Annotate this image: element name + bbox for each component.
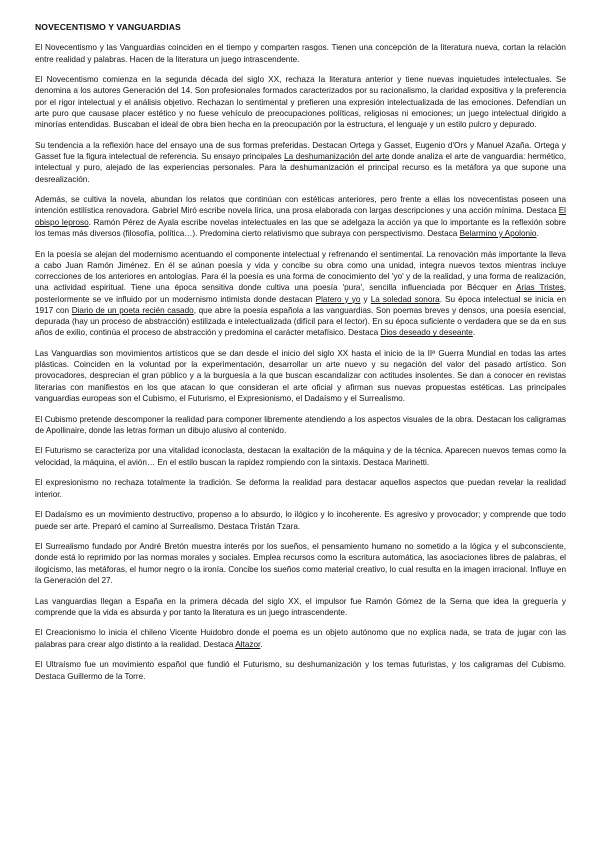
- paragraph-text: . Su época intelectual se inicia en 1917 con: [35, 294, 567, 315]
- paragraph-text: .: [472, 328, 476, 338]
- paragraph-text: El Novecentismo y las Vanguardias coinciden en el tiempo y comparten rasgos. Tienen una concepción de la literatura nueva, cortan la relación entre realidad y palabras. Hacen de la literatura un juego intrascendente.: [35, 43, 566, 64]
- paragraph: [35, 42, 566, 65]
- paragraph: [35, 445, 566, 468]
- underlined-work-title: Arias Tristes: [516, 283, 564, 293]
- paragraph-text: , que abre la poesía española a las vanguardias. Son poemas breves y densos, una poesía esencial, depurada (hay un proceso de abstracción) estilizada e intelectualizada (difícil para el lector). En su época suficiente o verdadera que se da en sus años de exilio, continúa el proceso de abstracción y predomina el carácter metafísico. Destaca: [35, 305, 566, 338]
- paragraph: [35, 249, 566, 339]
- paragraph-text: El Ultraísmo fue un movimiento español que fundió el Futurismo, su deshumanización y los temas futuristas, y los caligramas del Cubismo. Destaca Guillermo de la Torre.: [35, 660, 566, 681]
- paragraph-text: El Creacionismo lo inicia el chileno Vicente Huidobro donde el poema es un objeto autónomo que no explica nada, se trata de jugar con las palabras para crear algo distinto a la realidad. Destaca: [35, 628, 566, 649]
- paragraph-text: El Surrealismo fundado por André Bretón muestra interés por los sueños, el pensamiento humano no sometido a la lógica y el subconsciente, donde está lo reprimido por las normas morales y sociales. Emplea recursos como la escritura automática, las asociaciones libres de palabras, el ilogicismo, las metáforas, el humor negro o la ironía. Concibe los sueños como material creativo, lo cual resulta en la imagen irracional. Influye en la Generación del 27.: [35, 542, 566, 585]
- paragraph-text: y: [360, 294, 371, 304]
- underlined-work-title: La deshumanización del arte: [284, 152, 390, 162]
- paragraph-text: .: [260, 639, 263, 649]
- underlined-work-title: Dios deseado y deseante: [380, 328, 473, 338]
- paragraph: [35, 414, 566, 437]
- paragraph: [35, 509, 566, 532]
- paragraph-text: Su tendencia a la reflexión hace del ensayo una de sus formas preferidas. Destacan Ortega y Gasset, Eugenio d'Ors y Manuel Azaña. Ortega y Gasset fue la figura intelectual de referencia. Su ensayo principales: [35, 140, 566, 162]
- underlined-work-title: Altazor: [235, 639, 261, 649]
- underlined-work-title: El obispo leproso: [35, 206, 566, 227]
- paragraph-text: Las vanguardias llegan a España en la primera década del siglo XX, el impulsor fue Ramón Gómez de la Serna que idea la greguería y comprende que la vida es absurda y por tanto la literatura es un juego intrascendente.: [35, 596, 566, 617]
- paragraph-text: El Dadaísmo es un movimiento destructivo, propenso a lo absurdo, lo ilógico y lo incoherente. Es agresivo y provocador; y comprende que todo puede ser arte. Preparó el camino al Surrealismo. Destaca Tristán Tzara.: [35, 510, 566, 531]
- paragraph: [35, 74, 566, 130]
- document-title: NOVECENTISMO Y VANGUARDIAS: [35, 22, 181, 32]
- paragraph-text: Además, se cultiva la novela, abundan los relatos que continúan con estéticas anteriores, pero frente a ellas los novecentistas poseen una intención estilística renovadora. Gabriel Miró escribe novela lírica, una prosa elaborada con largas descripciones y una acción mínima. Destaca: [35, 195, 566, 216]
- underlined-work-title: Belarmino y Apolonio: [459, 228, 537, 238]
- paragraph: [35, 477, 566, 500]
- document-page: [35, 22, 566, 691]
- paragraph-text: El Futurismo se caracteriza por una vitalidad iconoclasta, destacan la exaltación de la máquina y de la técnica. Aparecen nuevos temas como la velocidad, la máquina, el avión… En el estilo buscan la rapidez rompiendo con la sintaxis. Destaca Marinetti.: [35, 446, 566, 467]
- paragraph: [35, 348, 566, 404]
- paragraph-text: , posteriormente se ve influido por un modernismo intimista donde destacan: [35, 283, 566, 304]
- paragraph-text: El expresionismo no rechaza totalmente la tradición. Se deforma la realidad para destacar aquellos aspectos que puedan revelar la realidad interior.: [35, 478, 566, 499]
- paragraph-text: .: [536, 228, 539, 238]
- paragraph-text: . Ramón Pérez de Ayala escribe novelas intelectuales en las que se adelgaza la acción ya que lo importante es la reflexión sobre los temas más diversos (filosofía, política…). Predomina cierto relativismo que subraya con perspectivismo. Destaca: [35, 217, 566, 238]
- paragraph: [35, 541, 566, 586]
- paragraph: [35, 627, 566, 650]
- paragraph-text: Las Vanguardias son movimientos artísticos que se dan desde el inicio del siglo XX hasta el inicio de la IIª Guerra Mundial en todas las artes plásticas. Coinciden en la voluntad por la experimentación, desarrollar un arte nuevo y su negación del valor del pasado artístico. Son provocadores, desprecian el gran público y a la burguesía a la que buscan escandalizar con actitudes insolentes. Se dan a conocer en revistas literarias con manifiestos en los que atacan lo que consideran el arte oficial y afirman sus nuevas propuestas estéticas. Las principales vanguardias europeas son el Cubismo, el Futurismo, el Expresionismo, el Dadaísmo y el Surrealismo.: [35, 348, 566, 403]
- paragraph: [35, 140, 566, 185]
- paragraph: [35, 194, 566, 239]
- paragraph-text: El Novecentismo comienza en la segunda década del siglo XX, rechaza la literatura anterior y tiene nuevas inquietudes intelectuales. Se denomina a los autores Generación del 14. Son profesionales formados caracterizados por su racionalismo, la claridad expositiva y la preferencia por el rigor intelectual y el análisis objetivo. Rechazan lo sentimental y prefieren una expresión intelectualizada de las emociones. Defendían un arte puro que causase placer estético y no fuese vehículo de preocupaciones políticas, religiosas ni emociones; un juego intelectual dirigido a minorías entendidas. Buscaban el ideal de obra bien hecha en la preocupación por la estructura, el lenguaje y un estilo pulcro y depurado.: [35, 75, 566, 130]
- underlined-work-title: La soledad sonora: [370, 294, 440, 304]
- underlined-work-title: Platero y yo: [315, 294, 361, 304]
- paragraph: [35, 659, 566, 682]
- paragraph: [35, 596, 566, 619]
- paragraph-text: En la poesía se alejan del modernismo acentuando el componente intelectual y refrenando el sentimental. La renovación más importante la lleva a cabo Juan Ramón Jiménez. En él se aúnan poesía y vida y concibe su obra como una unidad, integra nuevos textos mientras incluye correcciones de los anteriores en antologías. Para él la poesía es una forma de conocimiento del 'yo' y de la realidad, y una forma de realización, una actividad espiritual. Tiene una época sensitiva donde cultiva una poesía 'pura', sencilla influenciada por Bécquer en: [35, 249, 566, 293]
- document-body: [35, 42, 566, 682]
- paragraph-text: donde analiza el arte de vanguardia: hermético, intelectual y puro, alejado de las experiencias personales. Para la deshumanización el principal recurso es la metáfora ya que supone una desrealización.: [35, 152, 566, 184]
- underlined-work-title: Diario de un poeta recién casado: [71, 305, 194, 315]
- paragraph-text: El Cubismo pretende descomponer la realidad para componer libremente atendiendo a los aspectos visuales de la obra. Destacan los caligramas de Apollinaire, donde las letras forman un dibujo alusivo al contenido.: [35, 414, 566, 435]
